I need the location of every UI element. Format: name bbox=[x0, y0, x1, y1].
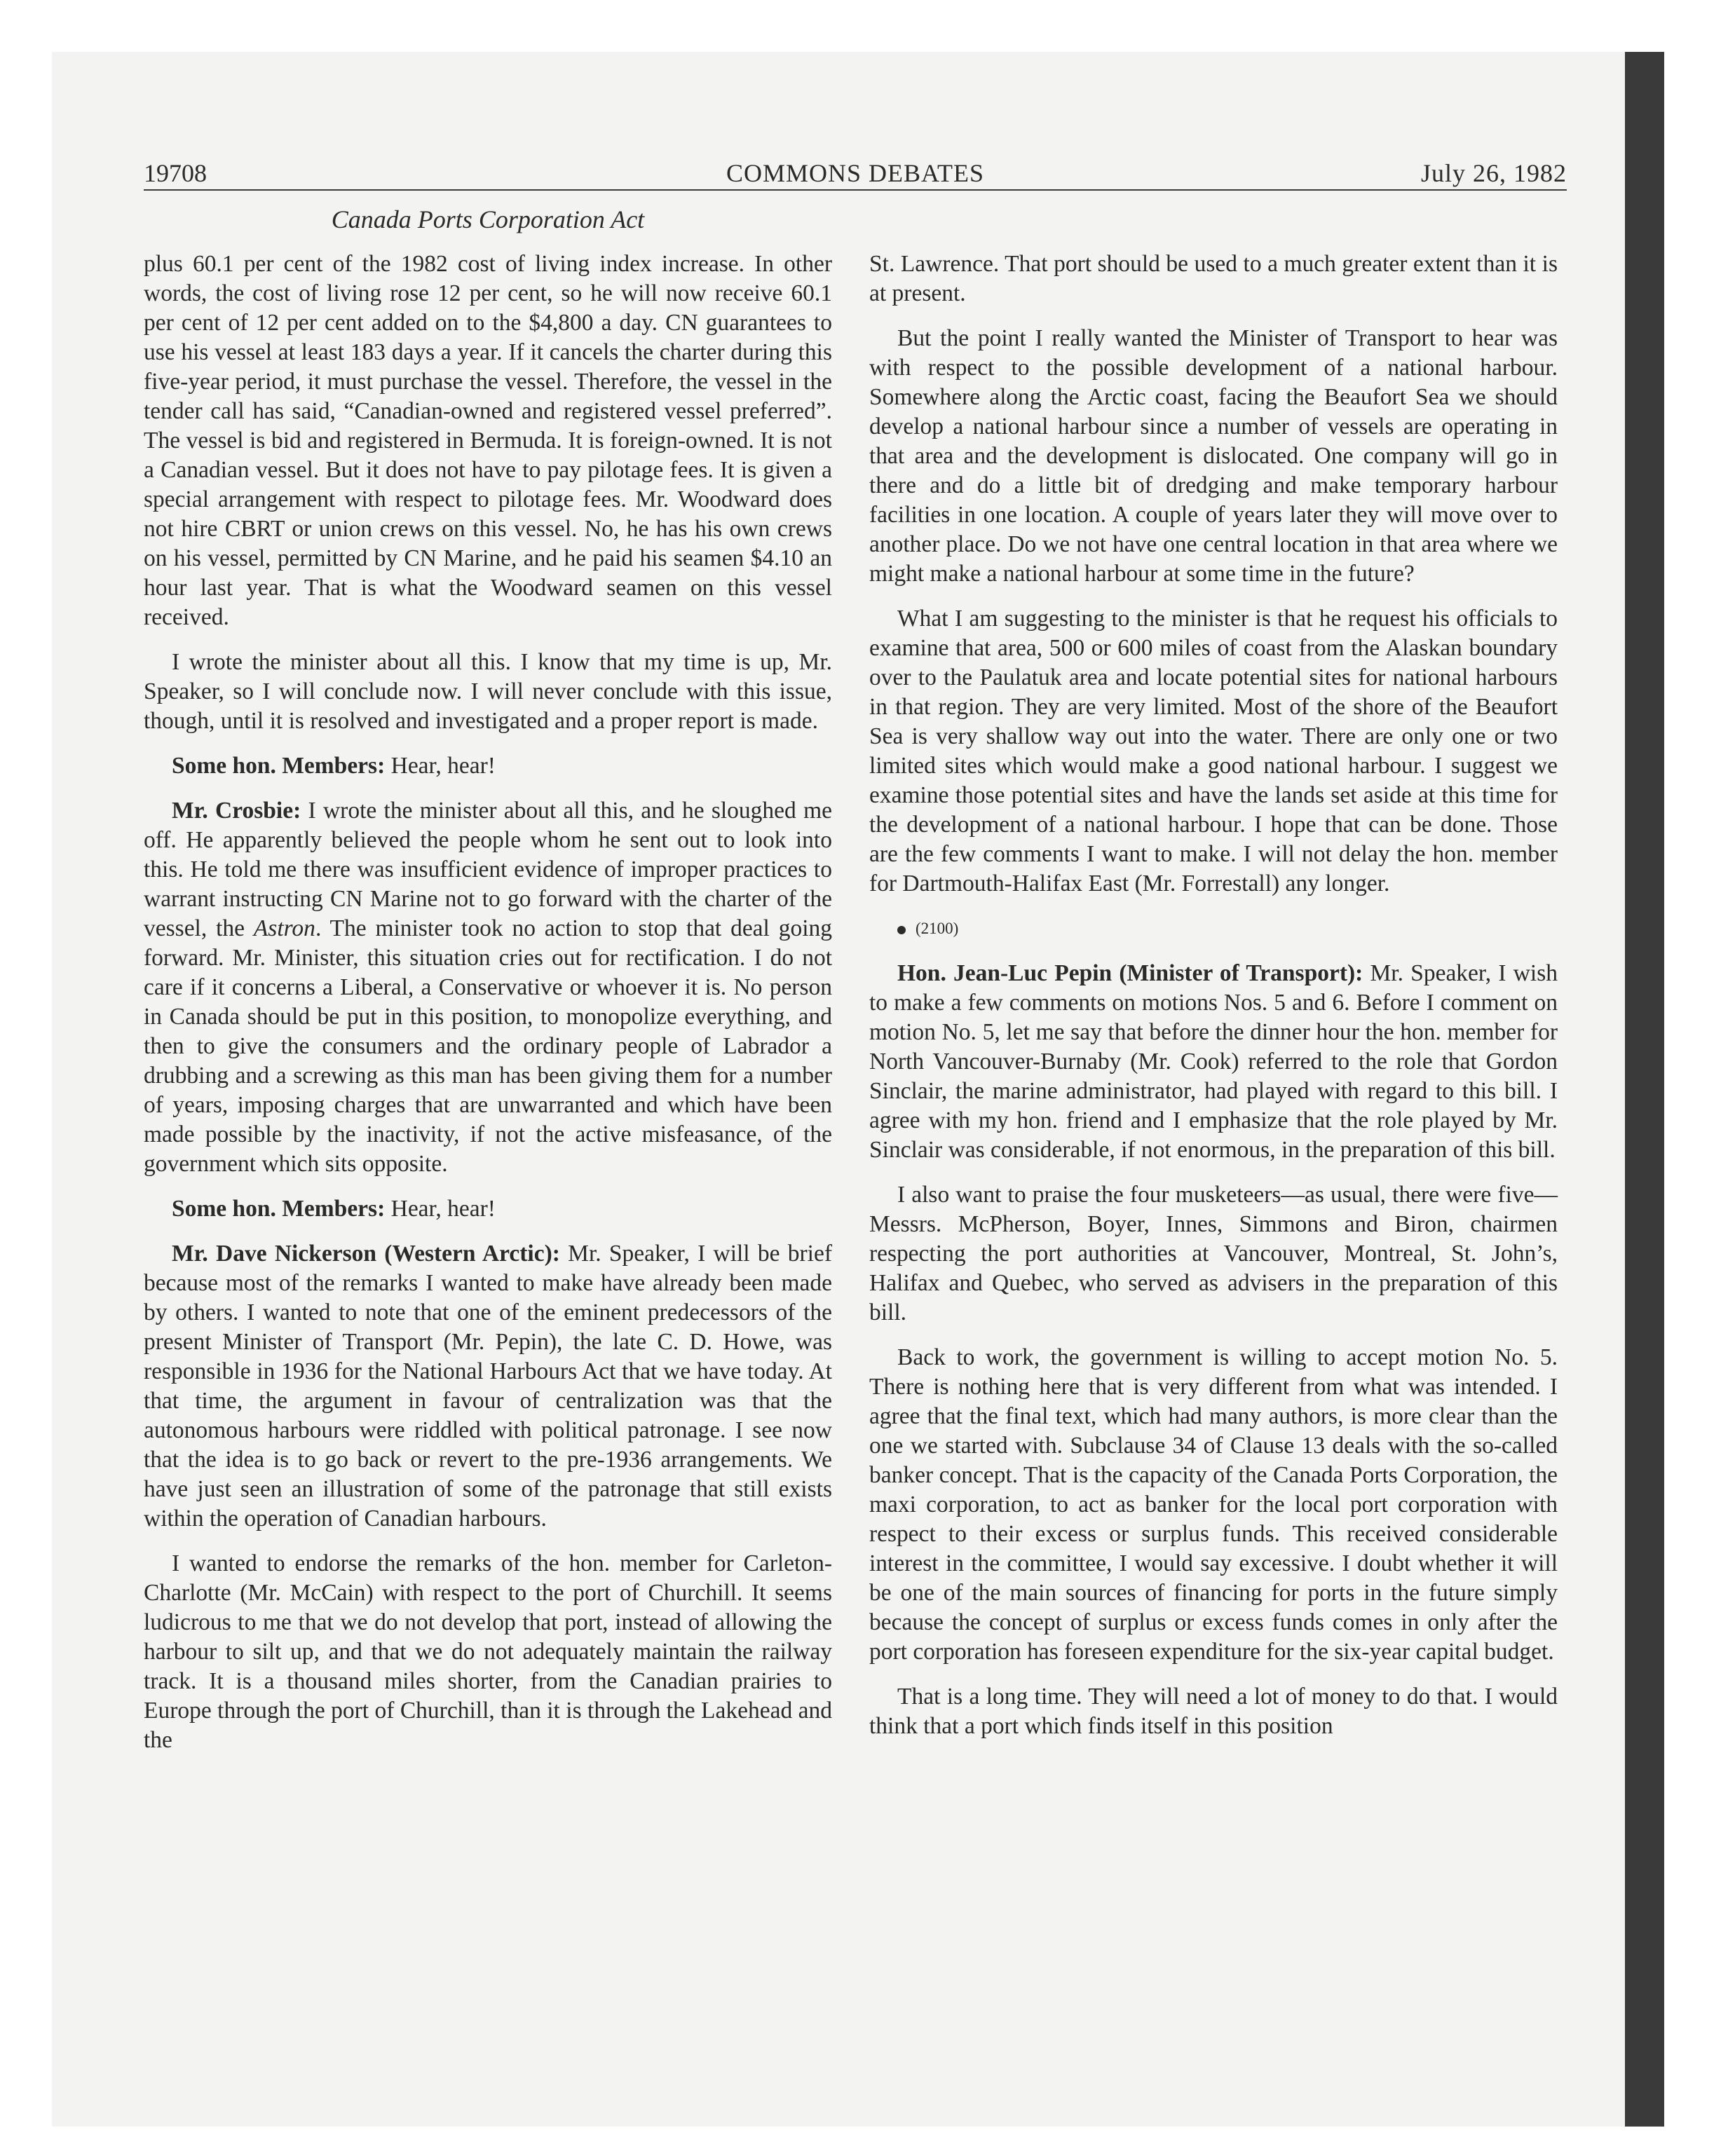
time-marker bbox=[869, 914, 1558, 943]
paragraph: I also want to praise the four musketeers—as usual, there were five—Messrs. McPherson, Boyer, Innes, Simmons and Biron, chairmen respecting the port authorities at Vancouver, Montreal, St. John’s, Halifax and Quebec, who served as advisers in the preparation of this bill. bbox=[869, 1182, 1558, 1325]
paragraph: But the point I really wanted the Minister of Transport to hear was with respect to the possible development of a national harbour. Somewhere along the Arctic coast, facing the Beaufort Sea we should develop a national harbour since a number of vessels are operating in that area and the development is dislocated. One company will go in there and do a little bit of dredging and make temporary harbour facilities in one location. A couple of years later they will move over to another place. Do we not have one central location in that area where we might make a national harbour at some time in the future? bbox=[869, 325, 1558, 587]
bill-subheading: Canada Ports Corporation Act bbox=[331, 205, 645, 233]
speech-text: Hear, hear! bbox=[385, 1196, 496, 1222]
speaker-name: Some hon. Members: bbox=[172, 1196, 386, 1222]
paragraph: St. Lawrence. That port should be used to a much greater extent than it is at present. bbox=[869, 251, 1558, 306]
speech-text: . The minister took no action to stop that deal going forward. Mr. Minister, this situation cries out for rectification. I do not care if it concerns a Liberal, a Conservative or whoever it is. No person in Canada should be put in this position, to monopolize everything, and then to give the consumers and the ordinary people of Labrador a drubbing and a screwing as this man has been giving them for a number of years, imposing charges that are unwarranted and which have been made possible by the inactivity, if not the active misfeasance, of the government which sits opposite. bbox=[144, 915, 832, 1177]
right-column bbox=[869, 250, 1558, 1741]
paragraph: That is a long time. They will need a lot of money to do that. I would think that a port which finds itself in this position bbox=[869, 1684, 1558, 1739]
publication-title: COMMONS DEBATES bbox=[726, 159, 985, 187]
publication-date: July 26, 1982 bbox=[1420, 159, 1567, 187]
speech-text: Mr. Speaker, I will be brief because most of the remarks I wanted to make have already been made by others. I wanted to note that one of the eminent predecessors of the present Minister of Transport (Mr. Pepin), the late C. D. Howe, was responsible in 1936 for the National Harbours Act that we have today. At that time, the argument in favour of centralization was that the autonomous harbours were riddled with political patronage. I see now that the idea is to go back or revert to the pre-1936 arrangements. We have just seen an illustration of some of the patronage that still exists within the operation of Canadian harbours. bbox=[144, 1241, 832, 1531]
paragraph bbox=[144, 751, 832, 781]
paragraph bbox=[144, 1194, 832, 1224]
bullet-icon bbox=[897, 926, 906, 934]
time-marker-text: (2100) bbox=[916, 920, 959, 937]
paragraph: Back to work, the government is willing to accept motion No. 5. There is nothing here that is very different from what was intended. I agree that the final text, which had many authors, is more clear than the one we started with. Subclause 34 of Clause 13 deals with the so-called banker concept. That is the capacity of the Canada Ports Corporation, the maxi corporation, to act as banker for the local port corporation with respect to their excess or surplus funds. This received considerable interest in the committee, I would say excessive. I doubt whether it will be one of the main sources of financing for ports in the future simply because the concept of surplus or excess funds comes in only after the port corporation has foreseen expenditure for the six-year capital budget. bbox=[869, 1344, 1558, 1665]
page-header bbox=[144, 157, 1567, 191]
vessel-name: Astron bbox=[253, 915, 315, 941]
paragraph bbox=[144, 796, 832, 1179]
speaker-name: Hon. Jean-Luc Pepin (Minister of Transport): bbox=[897, 960, 1363, 986]
paragraph bbox=[144, 1239, 832, 1534]
paragraph bbox=[869, 959, 1558, 1165]
speech-text: Mr. Speaker, I wish to make a few comments on motions Nos. 5 and 6. Before I comment on motion No. 5, let me say that before the dinner hour the hon. member for North Vancouver-Burnaby (Mr. Cook) referred to the role that Gordon Sinclair, the marine administrator, had played with regard to this bill. I agree with my hon. friend and I emphasize that the role played by Mr. Sinclair was considerable, if not enormous, in the preparation of this bill. bbox=[869, 960, 1558, 1163]
paragraph: I wrote the minister about all this. I know that my time is up, Mr. Speaker, so I will conclude now. I will never conclude with this issue, though, until it is resolved and investigated and a proper report is made. bbox=[144, 649, 832, 734]
speaker-name: Mr. Dave Nickerson (Western Arctic): bbox=[172, 1241, 560, 1267]
speech-text: Hear, hear! bbox=[385, 753, 496, 779]
scan-edge-shadow bbox=[1625, 52, 1664, 2127]
paragraph: What I am suggesting to the minister is that he request his officials to examine that area, 500 or 600 miles of coast from the Alaskan boundary over to the Paulatuk area and locate potential sites for national harbours in that region. They are very limited. Most of the shore of the Beaufort Sea is very shallow way out into the water. There are only one or two limited sites which would make a good national harbour. I suggest we examine those potential sites and have the lands set aside at this time for the development of a national harbour. I hope that can be done. Those are the few comments I want to make. I will not delay the hon. member for Dartmouth-Halifax East (Mr. Forrestall) any longer. bbox=[869, 606, 1558, 896]
page-number: 19708 bbox=[144, 159, 207, 187]
speech-text: I wrote the minister about all this, and he sloughed me off. He apparently believed the people whom he sent out to look into this. He told me there was insufficient evidence of improper practices to warrant instructing CN Marine not to go forward with the charter of the vessel, the bbox=[144, 798, 833, 941]
left-column bbox=[144, 250, 832, 1755]
speaker-name: Mr. Crosbie: bbox=[172, 798, 301, 824]
paragraph: I wanted to endorse the remarks of the hon. member for Carleton-Charlotte (Mr. McCain) with respect to the port of Churchill. It seems ludicrous to me that we do not develop that port, instead of allowing the harbour to silt up, and that we do not adequately maintain the railway track. It is a thousand miles shorter, from the Canadian prairies to Europe through the port of Churchill, than it is through the Lakehead and the bbox=[144, 1550, 832, 1753]
paragraph: plus 60.1 per cent of the 1982 cost of living index increase. In other words, the cost of living rose 12 per cent, so he will now receive 60.1 per cent of 12 per cent added on to the $4,800 a day. CN guarantees to use his vessel at least 183 days a year. If it cancels the charter during this five-year period, it must purchase the vessel. Therefore, the vessel in the tender call has said, “Canadian-owned and registered vessel preferred”. The vessel is bid and registered in Bermuda. It is foreign-owned. It is not a Canadian vessel. But it does not have to pay pilotage fees. It is given a special arrangement with respect to pilotage fees. Mr. Woodward does not hire CBRT or union crews on this vessel. No, he has his own crews on his vessel, permitted by CN Marine, and he paid his seamen $4.10 an hour last year. That is what the Woodward seamen on this vessel received. bbox=[144, 251, 832, 630]
speaker-name: Some hon. Members: bbox=[172, 753, 386, 779]
